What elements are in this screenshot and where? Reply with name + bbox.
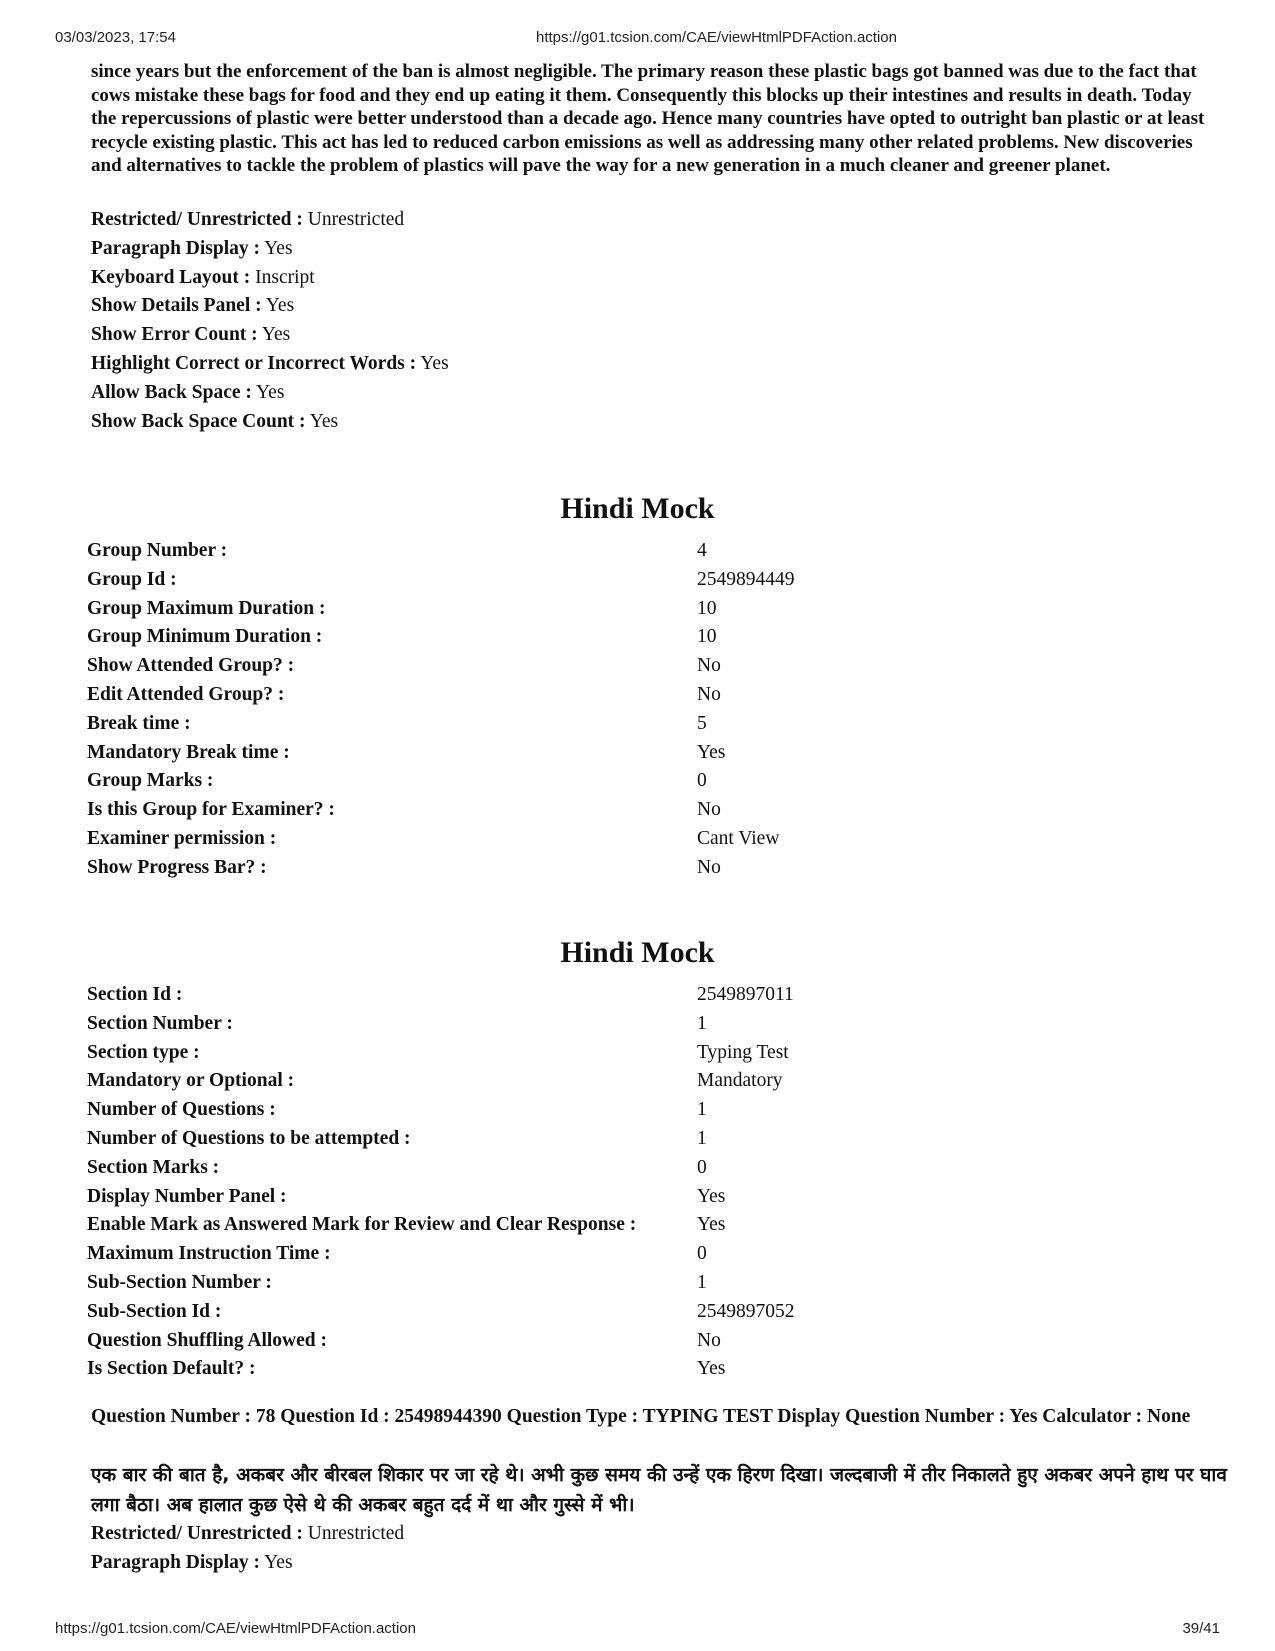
section-row <box>87 1067 1087 1096</box>
section-row <box>87 1240 1087 1269</box>
group-row <box>87 739 1087 768</box>
section-label: Section Id : <box>87 984 183 1005</box>
setting-value: Yes <box>420 352 449 374</box>
section-row <box>87 1010 1087 1039</box>
section-label: Question Shuffling Allowed : <box>87 1329 328 1351</box>
section-value: 0 <box>697 1156 707 1178</box>
header-datetime: 03/03/2023, 17:54 <box>55 29 176 46</box>
setting-row <box>91 321 449 350</box>
group-label: Group Id : <box>87 568 177 590</box>
setting-row <box>91 408 449 437</box>
group-value: Cant View <box>697 827 780 849</box>
section-row <box>87 1183 1087 1212</box>
setting-row <box>91 292 449 321</box>
group-value: No <box>697 655 721 677</box>
section-value: Yes <box>697 1214 726 1236</box>
setting-value: Yes <box>264 1551 293 1573</box>
question-info: Question Number : 78 Question Id : 25498944390 Question Type : TYPING TEST Display Question Number : Yes Calculator : None <box>91 1406 1191 1427</box>
group-value: 0 <box>697 770 707 792</box>
section-label: Section Marks : <box>87 1156 220 1178</box>
section-value: Yes <box>697 1358 726 1380</box>
group-value: 10 <box>697 626 717 648</box>
section-value: Typing Test <box>697 1041 789 1063</box>
section-title: Hindi Mock <box>560 936 715 969</box>
setting-row <box>91 379 449 408</box>
group-table <box>87 537 1087 883</box>
section-row <box>87 1154 1087 1183</box>
setting-value: Inscript <box>255 266 315 288</box>
section-value: 1 <box>697 1127 707 1149</box>
section-row <box>87 1327 1087 1356</box>
section-value: 2549897052 <box>697 1300 795 1322</box>
section-label: Is Section Default? : <box>87 1358 256 1380</box>
group-value: Yes <box>697 741 726 763</box>
section-value: Mandatory <box>697 1070 783 1092</box>
passage-paragraph: since years but the enforcement of the ban is almost negligible. The primary reason these plastic bags got banned was due to the fact that cows mistake these bags for food and they end up eating it them. Consequently this blocks up their intestines and results in death. Today the repercussions of plastic were better understood than a decade ago. Hence many countries have opted to outright ban plastic or at least recycle existing plastic. This act has led to reduced carbon emissions as well as addressing many other related problems. New discoveries and alternatives to tackle the problem of plastics will pave the way for a new generation in a much cleaner and greener planet. <box>91 61 1205 176</box>
setting-label: Show Details Panel : <box>91 295 262 317</box>
setting-row <box>91 1549 404 1578</box>
setting-label: Paragraph Display : <box>91 1551 261 1573</box>
setting-value: Yes <box>309 410 339 432</box>
question-settings <box>91 1520 404 1578</box>
group-label: Show Attended Group? : <box>87 655 295 677</box>
group-title: Hindi Mock <box>560 492 715 525</box>
setting-value: Yes <box>265 295 295 317</box>
setting-label: Keyboard Layout : <box>91 266 251 288</box>
group-label: Group Number : <box>87 540 228 561</box>
group-row <box>87 710 1087 739</box>
setting-row <box>91 235 449 264</box>
section-value: 1 <box>697 1099 707 1121</box>
group-label: Break time : <box>87 712 191 734</box>
section-row <box>87 1355 1087 1384</box>
question-hindi-text: एक बार की बात है, अकबर और बीरबल शिकार पर जा रहे थे। अभी कुछ समय की उन्हें एक हिरण दिखा। जल्दबाजी में तीर निकालते हुए अकबर अपने हाथ पर घाव लगा बैठा। अब हालात कुछ ऐसे थे की अकबर बहुत दर्द में था और गुस्से में भी। <box>91 1464 1227 1516</box>
section-row <box>87 1211 1087 1240</box>
group-label: Mandatory Break time : <box>87 741 290 763</box>
group-row <box>87 595 1087 624</box>
footer-url: https://g01.tcsion.com/CAE/viewHtmlPDFAction.action <box>55 1620 416 1637</box>
setting-label: Allow Back Space : <box>91 381 252 403</box>
group-label: Group Marks : <box>87 770 214 792</box>
setting-label: Show Back Space Count : <box>91 410 306 432</box>
setting-value: Yes <box>264 237 293 259</box>
group-value: No <box>697 856 721 878</box>
setting-row <box>91 1520 404 1549</box>
page-footer <box>0 1620 1275 1640</box>
setting-value: Yes <box>261 324 291 346</box>
group-row <box>87 537 1087 566</box>
setting-label: Restricted/ Unrestricted : <box>91 1523 303 1544</box>
header-url: https://g01.tcsion.com/CAE/viewHtmlPDFAction.action <box>536 29 897 46</box>
section-value: Yes <box>697 1185 726 1207</box>
setting-row <box>91 350 449 379</box>
section-value: 1 <box>697 1012 707 1034</box>
setting-row <box>91 206 449 235</box>
section-label: Sub-Section Number : <box>87 1271 272 1293</box>
section-row <box>87 1125 1087 1154</box>
group-value: No <box>697 799 721 821</box>
section-value: 1 <box>697 1271 707 1293</box>
group-label: Show Progress Bar? : <box>87 856 267 878</box>
setting-label: Restricted/ Unrestricted : <box>91 209 303 230</box>
section-label: Maximum Instruction Time : <box>87 1243 331 1265</box>
section-row <box>87 981 1087 1010</box>
setting-label: Show Error Count : <box>91 324 258 346</box>
section-label: Number of Questions : <box>87 1099 276 1121</box>
group-row <box>87 767 1087 796</box>
group-row <box>87 566 1087 595</box>
settings-list <box>91 206 449 436</box>
section-label: Section Number : <box>87 1012 233 1034</box>
section-label: Section type : <box>87 1041 200 1063</box>
section-value: No <box>697 1329 721 1351</box>
group-row <box>87 623 1087 652</box>
section-row <box>87 1096 1087 1125</box>
section-label: Enable Mark as Answered Mark for Review and Clear Response : <box>87 1214 637 1236</box>
group-row <box>87 681 1087 710</box>
group-row <box>87 854 1087 883</box>
section-table <box>87 981 1087 1384</box>
section-value: 0 <box>697 1243 707 1265</box>
group-row <box>87 796 1087 825</box>
section-row <box>87 1298 1087 1327</box>
group-value: 4 <box>697 540 707 561</box>
group-label: Edit Attended Group? : <box>87 683 285 705</box>
page-header <box>0 29 1275 49</box>
group-label: Examiner permission : <box>87 827 277 849</box>
setting-row <box>91 264 449 293</box>
group-value: No <box>697 683 721 705</box>
setting-label: Paragraph Display : <box>91 237 261 259</box>
group-value: 5 <box>697 712 707 734</box>
group-row <box>87 825 1087 854</box>
setting-value: Unrestricted <box>307 209 405 230</box>
page-number: 39/41 <box>1182 1620 1220 1637</box>
section-label: Sub-Section Id : <box>87 1300 222 1322</box>
section-row <box>87 1039 1087 1068</box>
setting-value: Unrestricted <box>307 1523 405 1544</box>
section-label: Mandatory or Optional : <box>87 1070 295 1092</box>
group-label: Group Maximum Duration : <box>87 597 326 619</box>
setting-label: Highlight Correct or Incorrect Words : <box>91 352 417 374</box>
group-value: 10 <box>697 597 717 619</box>
section-label: Display Number Panel : <box>87 1185 287 1207</box>
section-row <box>87 1269 1087 1298</box>
group-value: 2549894449 <box>697 568 795 590</box>
group-label: Group Minimum Duration : <box>87 626 323 648</box>
group-label: Is this Group for Examiner? : <box>87 799 335 821</box>
setting-value: Yes <box>256 381 285 403</box>
section-value: 2549897011 <box>697 984 794 1005</box>
section-label: Number of Questions to be attempted : <box>87 1127 411 1149</box>
group-row <box>87 652 1087 681</box>
